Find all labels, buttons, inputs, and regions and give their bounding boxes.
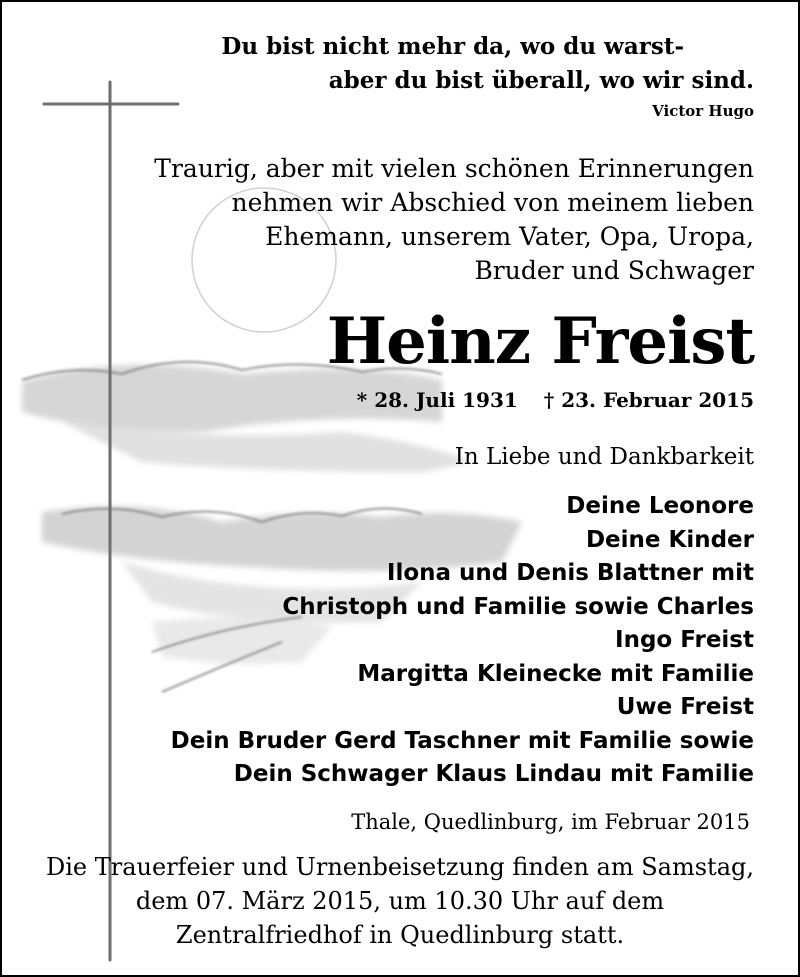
closing-phrase: In Liebe und Dankbarkeit (454, 444, 754, 470)
quote-line-2: aber du bist überall, wo wir sind. (328, 67, 754, 94)
family-member: Ilona und Denis Blattner mit (386, 560, 754, 586)
intro-text (154, 152, 754, 288)
death-date: † 23. Februar 2015 (543, 388, 754, 412)
notice-line: Zentralfriedhof in Quedlinburg statt. (175, 921, 625, 949)
intro-line: Traurig, aber mit vielen schönen Erinnerungen (154, 154, 754, 183)
notice-line: dem 07. März 2015, um 10.30 Uhr auf dem (135, 887, 665, 915)
family-member: Deine Leonore (566, 493, 754, 519)
intro-line: Ehemann, unserem Vater, Opa, Uropa, (265, 222, 754, 251)
intro-line: Bruder und Schwager (474, 256, 754, 285)
family-member: Margitta Kleinecke mit Familie (357, 660, 754, 687)
quote (221, 30, 754, 98)
intro-line: nehmen wir Abschied von meinem lieben (231, 188, 754, 217)
place-date: Thale, Quedlinburg, im Februar 2015 (351, 810, 750, 834)
family-member: Deine Kinder (585, 526, 754, 553)
notice-line: Die Trauerfeier und Urnenbeisetzung finden am Samstag, (46, 853, 754, 881)
family-member: Uwe Freist (616, 694, 754, 720)
quote-line-1: Du bist nicht mehr da, wo du warst- (221, 33, 684, 60)
funeral-notice (2, 850, 798, 952)
quote-author: Victor Hugo (652, 102, 754, 120)
birth-date: * 28. Juli 1931 (356, 388, 518, 412)
family-member: Christoph und Familie sowie Charles (282, 593, 754, 620)
family-member: Dein Bruder Gerd Taschner mit Familie sowie (170, 727, 754, 754)
life-dates (357, 388, 754, 412)
family-list (171, 490, 754, 792)
deceased-name: Heinz Freist (326, 304, 754, 379)
family-member: Ingo Freist (615, 627, 754, 653)
family-member: Dein Schwager Klaus Lindau mit Familie (233, 761, 754, 787)
